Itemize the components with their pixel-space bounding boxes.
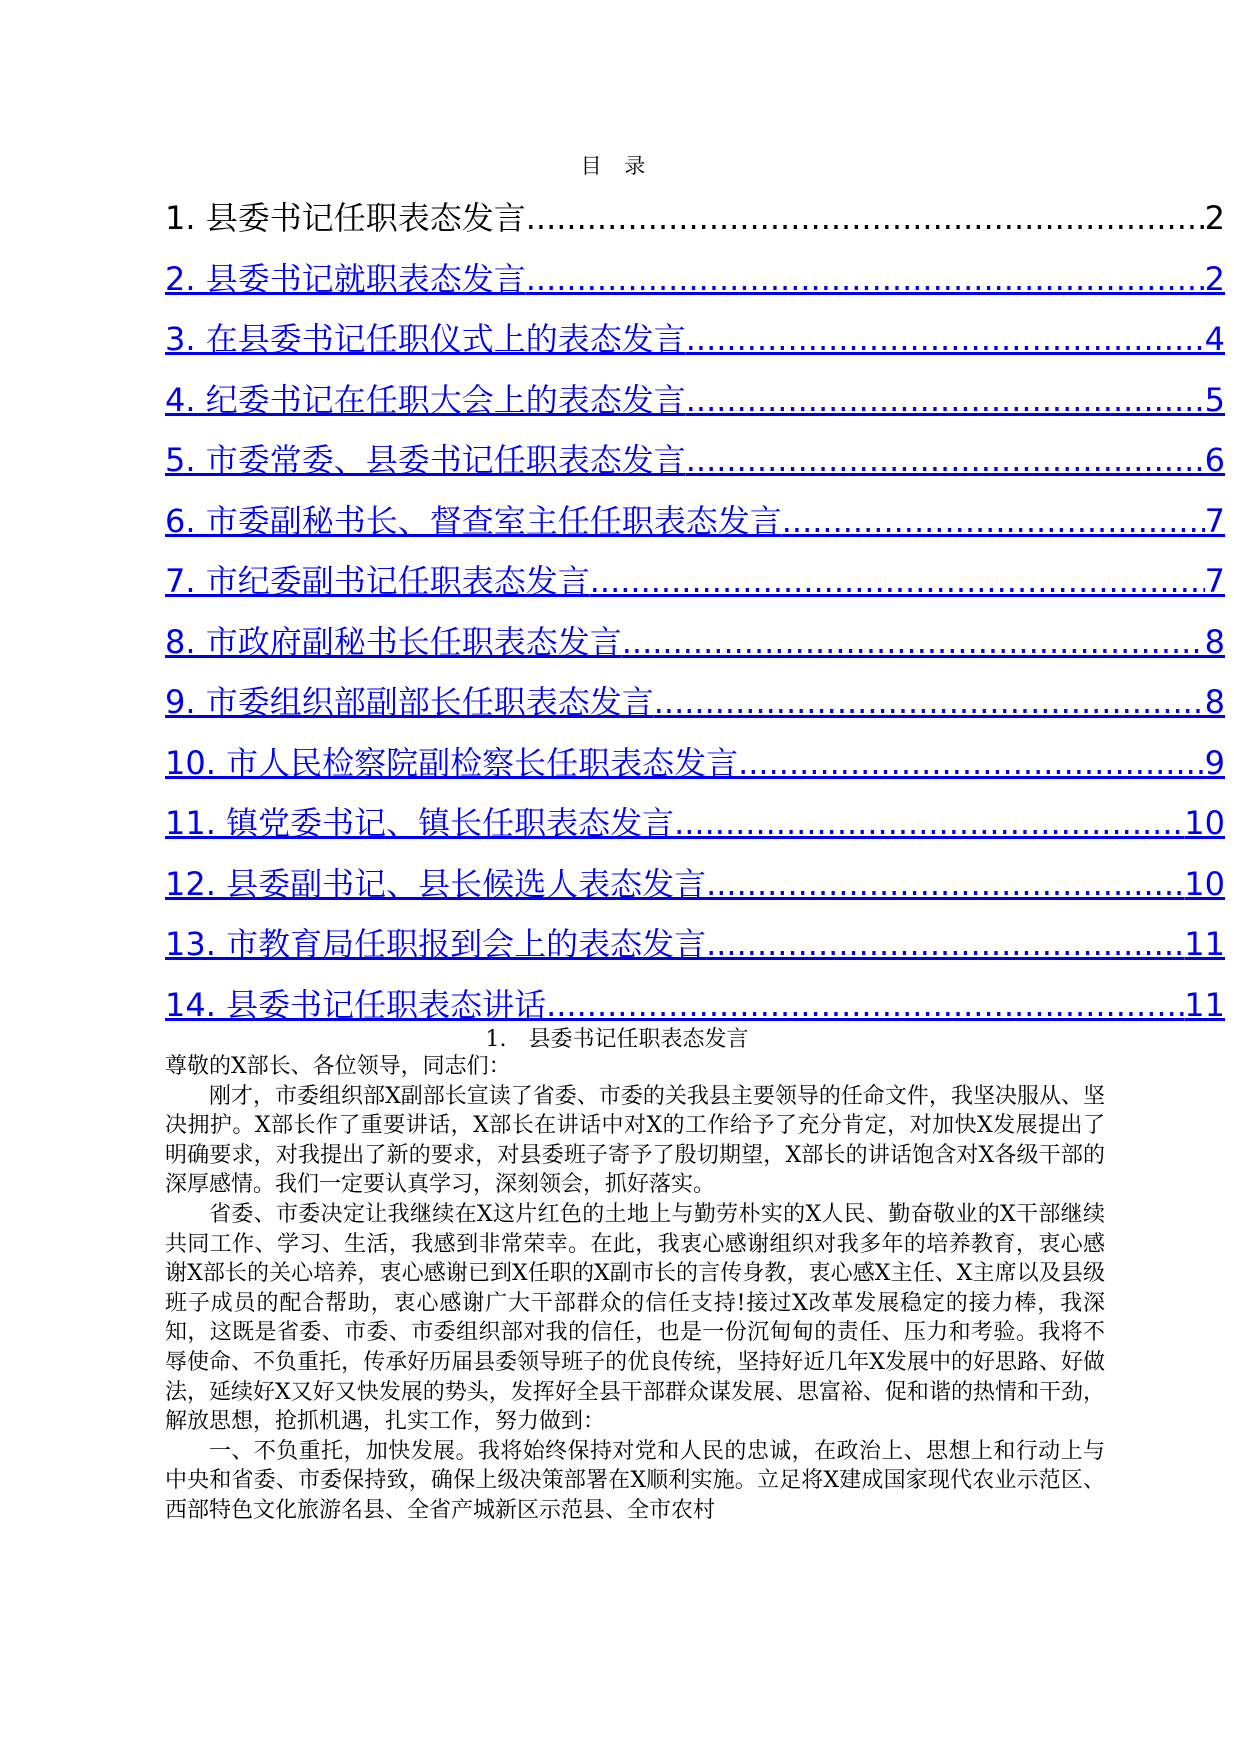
toc-entry[interactable]: [165, 612, 1225, 673]
toc-entry-title: 7. 市纪委副书记任职表态发言: [165, 562, 590, 600]
section-title: 县委书记任职表态发言: [528, 1027, 749, 1052]
toc-entry[interactable]: [165, 430, 1225, 491]
toc-entry[interactable]: [165, 914, 1225, 975]
toc-entry-title: 2. 县委书记就职表态发言: [165, 259, 526, 298]
toc-entry-title: 5. 市委常委、县委书记任职表态发言: [165, 441, 686, 479]
toc-leader-dots: [706, 854, 1184, 915]
toc-leader-dots: [686, 430, 1205, 491]
toc-entry-title: 12. 县委副书记、县长候选人表态发言: [165, 864, 707, 903]
toc-entry: [165, 188, 1225, 249]
body-paragraph: 一、不负重托，加快发展。我将始终保持对党和人民的忠诚，在政治上、思想上和行动上与中央和省委、市委保持致，确保上级决策部署在X顺利实施。立足将X建成国家现代农业示范区、西部特色文化旅游名县、全省产城新区示范县、全市农村: [165, 1438, 1105, 1523]
toc-entry[interactable]: [165, 370, 1225, 431]
toc-entry-title: 4. 纪委书记在任职大会上的表态发言: [165, 380, 686, 419]
toc-entry-page: 2: [1204, 199, 1225, 237]
section-number: 1.: [485, 1027, 507, 1052]
toc-entry-title: 8. 市政府副秘书长任职表态发言: [165, 622, 622, 661]
toc-entry-title: 11. 镇党委书记、镇长任职表态发言: [165, 804, 675, 842]
toc-entry[interactable]: [165, 672, 1225, 733]
toc-title: 目 录: [580, 154, 654, 178]
toc-entry[interactable]: [165, 854, 1225, 915]
toc-leader-dots: [674, 793, 1184, 854]
toc-leader-dots: [526, 249, 1205, 310]
toc-leader-dots: [782, 491, 1205, 552]
toc-entry-page: 9: [1204, 743, 1225, 782]
toc-leader-dots: [622, 612, 1205, 673]
body-paragraph: 刚才，市委组织部X副部长宣读了省委、市委的关我县主要领导的任命文件，我坚决服从、坚决拥护。X部长作了重要讲话，X部长在讲话中对X的工作给予了充分肯定，对加快X发展提出了明确要求，对我提出了新的要求，对县委班子寄予了殷切期望，X部长的讲话饱含对X各级干部的深厚感情。我们一定要认真学习，深刻领会，抓好落实。: [165, 1083, 1105, 1198]
toc-entry-page: 8: [1204, 683, 1225, 721]
toc-entry-page: 7: [1204, 501, 1225, 540]
table-of-contents: [165, 188, 1225, 1035]
toc-entry-title: 10. 市人民检察院副检察长任职表态发言: [165, 743, 739, 782]
toc-entry-title: 3. 在县委书记任职仪式上的表态发言: [165, 320, 686, 358]
toc-entry-page: 6: [1204, 441, 1225, 479]
toc-entry-title: 9. 市委组织部副部长任职表态发言: [165, 683, 654, 721]
body-paragraph: 省委、市委决定让我继续在X这片红色的土地上与勤劳朴实的X人民、勤奋敬业的X干部继续共同工作、学习、生活，我感到非常荣幸。在此，我衷心感谢组织对我多年的培养教育，衷心感谢X部长的关心培养，衷心感谢已到X任职的X副市长的言传身教，衷心感X主任、X主席以及县级班子成员的配合帮助，衷心感谢广大干部群众的信任支持!接过X改革发展稳定的接力棒，我深知，这既是省委、市委、市委组织部对我的信任，也是一份沉甸甸的责任、压力和考验。我将不辱使命、不负重托，传承好历届县委领导班子的优良传统，坚持好近几年X发展中的好思路、好做法，延续好X又好又快发展的势头，发挥好全县干部群众谋发展、思富裕、促和谐的热情和干劲，解放思想，抢抓机遇，扎实工作，努力做到：: [165, 1201, 1105, 1435]
toc-leader-dots: [590, 551, 1205, 612]
section-heading: [0, 1022, 1234, 1053]
toc-entry-page: 4: [1204, 320, 1225, 358]
toc-entry-title: 1. 县委书记任职表态发言: [165, 199, 526, 237]
toc-leader-dots: [654, 672, 1205, 733]
toc-entry-page: 2: [1204, 259, 1225, 298]
toc-entry-page: 10: [1184, 864, 1225, 903]
toc-entry[interactable]: [165, 491, 1225, 552]
toc-entry-page: 11: [1184, 925, 1225, 963]
toc-leader-dots: [686, 309, 1205, 370]
speech-body: [165, 1052, 1105, 1526]
toc-entry-title: 14. 县委书记任职表态讲话: [165, 985, 547, 1024]
toc-leader-dots: [526, 188, 1205, 249]
toc-entry-title: 13. 市教育局任职报到会上的表态发言: [165, 925, 707, 963]
toc-entry-title: 6. 市委副秘书长、督查室主任任职表态发言: [165, 501, 782, 540]
toc-entry[interactable]: [165, 551, 1225, 612]
toc-entry[interactable]: [165, 249, 1225, 310]
salutation: 尊敬的X部长、各位领导，同志们：: [165, 1054, 511, 1079]
toc-leader-dots: [706, 914, 1184, 975]
toc-leader-dots: [738, 733, 1205, 794]
toc-entry-page: 5: [1204, 380, 1225, 419]
toc-entry-page: 7: [1204, 562, 1225, 600]
toc-entry-page: 8: [1204, 622, 1225, 661]
toc-leader-dots: [686, 370, 1205, 431]
toc-entry[interactable]: [165, 309, 1225, 370]
toc-entry-page: 10: [1184, 804, 1225, 842]
toc-entry[interactable]: [165, 793, 1225, 854]
toc-entry-page: 11: [1184, 985, 1225, 1024]
toc-entry[interactable]: [165, 733, 1225, 794]
